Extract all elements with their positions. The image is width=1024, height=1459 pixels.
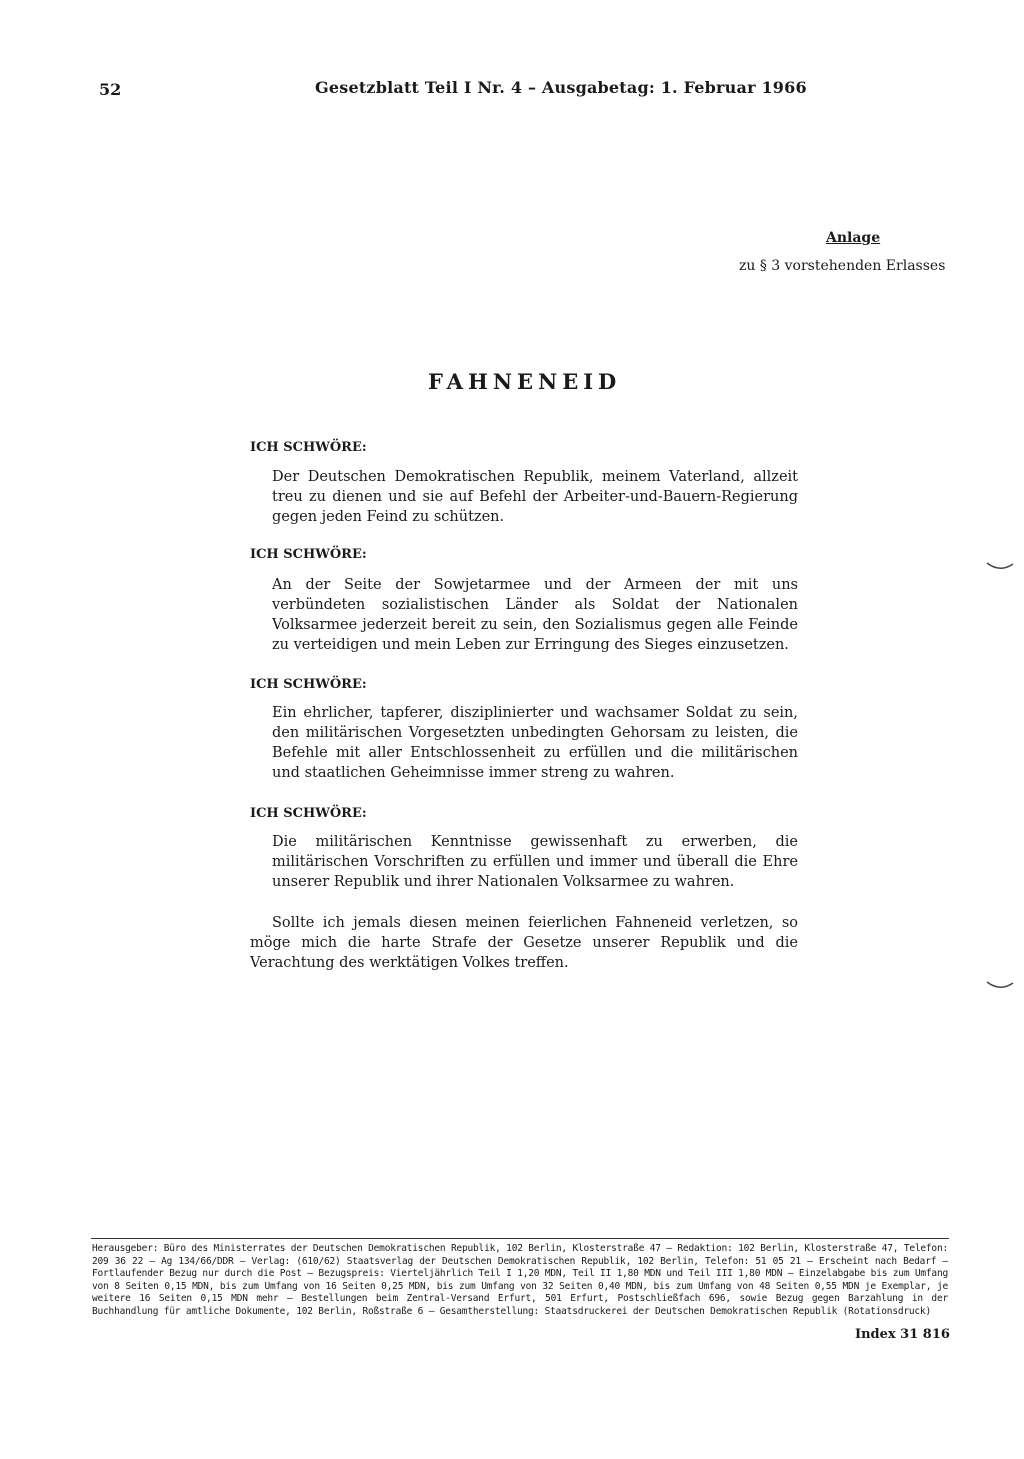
annex-subtitle: zu § 3 vorstehenden Erlasses	[739, 258, 946, 274]
oath-text: An der Seite der Sowjetarmee und der Armeen der mit uns verbündeten sozialistischen Länder als Soldat der Nationalen Volksarmee jederzeit bereit zu sein, den Sozialismus gegen alle Feinde zu verteidigen und mein Leben zur Erringung des Sieges einzusetzen.	[272, 577, 798, 653]
oath-heading: ICH SCHWÖRE:	[250, 440, 367, 455]
margin-mark	[986, 561, 1014, 571]
oath-heading: ICH SCHWÖRE:	[250, 677, 367, 692]
running-head: Gesetzblatt Teil I Nr. 4 – Ausgabetag: 1. Februar 1966	[315, 78, 807, 97]
oath-text: Ein ehrlicher, tapferer, disziplinierter und wachsamer Soldat zu sein, den militärischen Vorgesetzten unbedingten Gehorsam zu leisten, die Befehle mit aller Entschlossenheit zu erfüllen und die militärischen und staatlichen Geheimnisse immer streng zu wahren.	[272, 705, 798, 781]
imprint: Herausgeber: Büro des Ministerrates der Deutschen Demokratischen Republik, 102 Berlin, Klosterstraße 47 – Redaktion: 102 Berlin, Klosterstraße 47, Telefon: 209 36 22 – Ag 134/66/DDR – Verlag: (610/62) Staatsverlag der Deutschen Demokratischen Republik, 102 Berlin, Telefon: 51 05 21 – Erscheint nach Bedarf – Fortlaufender Bezug nur durch die Post – Bezugspreis: Vierteljährlich Teil I 1,20 MDN, Teil II 1,80 MDN und Teil III 1,80 MDN – Einzelabgabe bis zum Umfang von 8 Seiten 0,15 MDN, bis zum Umfang von 16 Seiten 0,25 MDN, bis zum Umfang von 32 Seiten 0,40 MDN, bis zum Umfang von 48 Seiten 0,55 MDN je Exemplar, je weitere 16 Seiten 0,15 MDN mehr – Bestellungen beim Zentral-Versand Erfurt, 501 Erfurt, Postschließfach 696, sowie Bezug gegen Barzahlung in der Buchhandlung für amtliche Dokumente, 102 Berlin, Roßstraße 6 – Gesamtherstellung: Staatsdruckerei der Deutschen Demokratischen Republik (Rotationsdruck)	[92, 1243, 948, 1317]
oath-text: Die militärischen Kenntnisse gewissenhaft zu erwerben, die militärischen Vorschriften zu erfüllen und immer und überall die Ehre unserer Republik und ihrer Nationalen Volksarmee zu wahren.	[272, 834, 798, 890]
oath-heading: ICH SCHWÖRE:	[250, 547, 367, 562]
page-number: 52	[99, 80, 122, 99]
footer-rule	[91, 1238, 949, 1239]
oath-heading: ICH SCHWÖRE:	[250, 806, 367, 821]
index-number: Index 31 816	[855, 1327, 950, 1342]
document-title: FAHNENEID	[428, 369, 622, 394]
closing-paragraph: Sollte ich jemals diesen meinen feierlichen Fahneneid verletzen, so möge mich die harte Strafe der Gesetze unserer Republik und die Verachtung des werktätigen Volkes treffen.	[250, 915, 798, 971]
oath-text: Der Deutschen Demokratischen Republik, meinem Vaterland, allzeit treu zu dienen und sie auf Befehl der Arbeiter-und-Bauern-Regierung gegen jeden Feind zu schützen.	[272, 469, 798, 525]
margin-mark	[986, 980, 1014, 990]
annex-title: Anlage	[826, 230, 881, 246]
